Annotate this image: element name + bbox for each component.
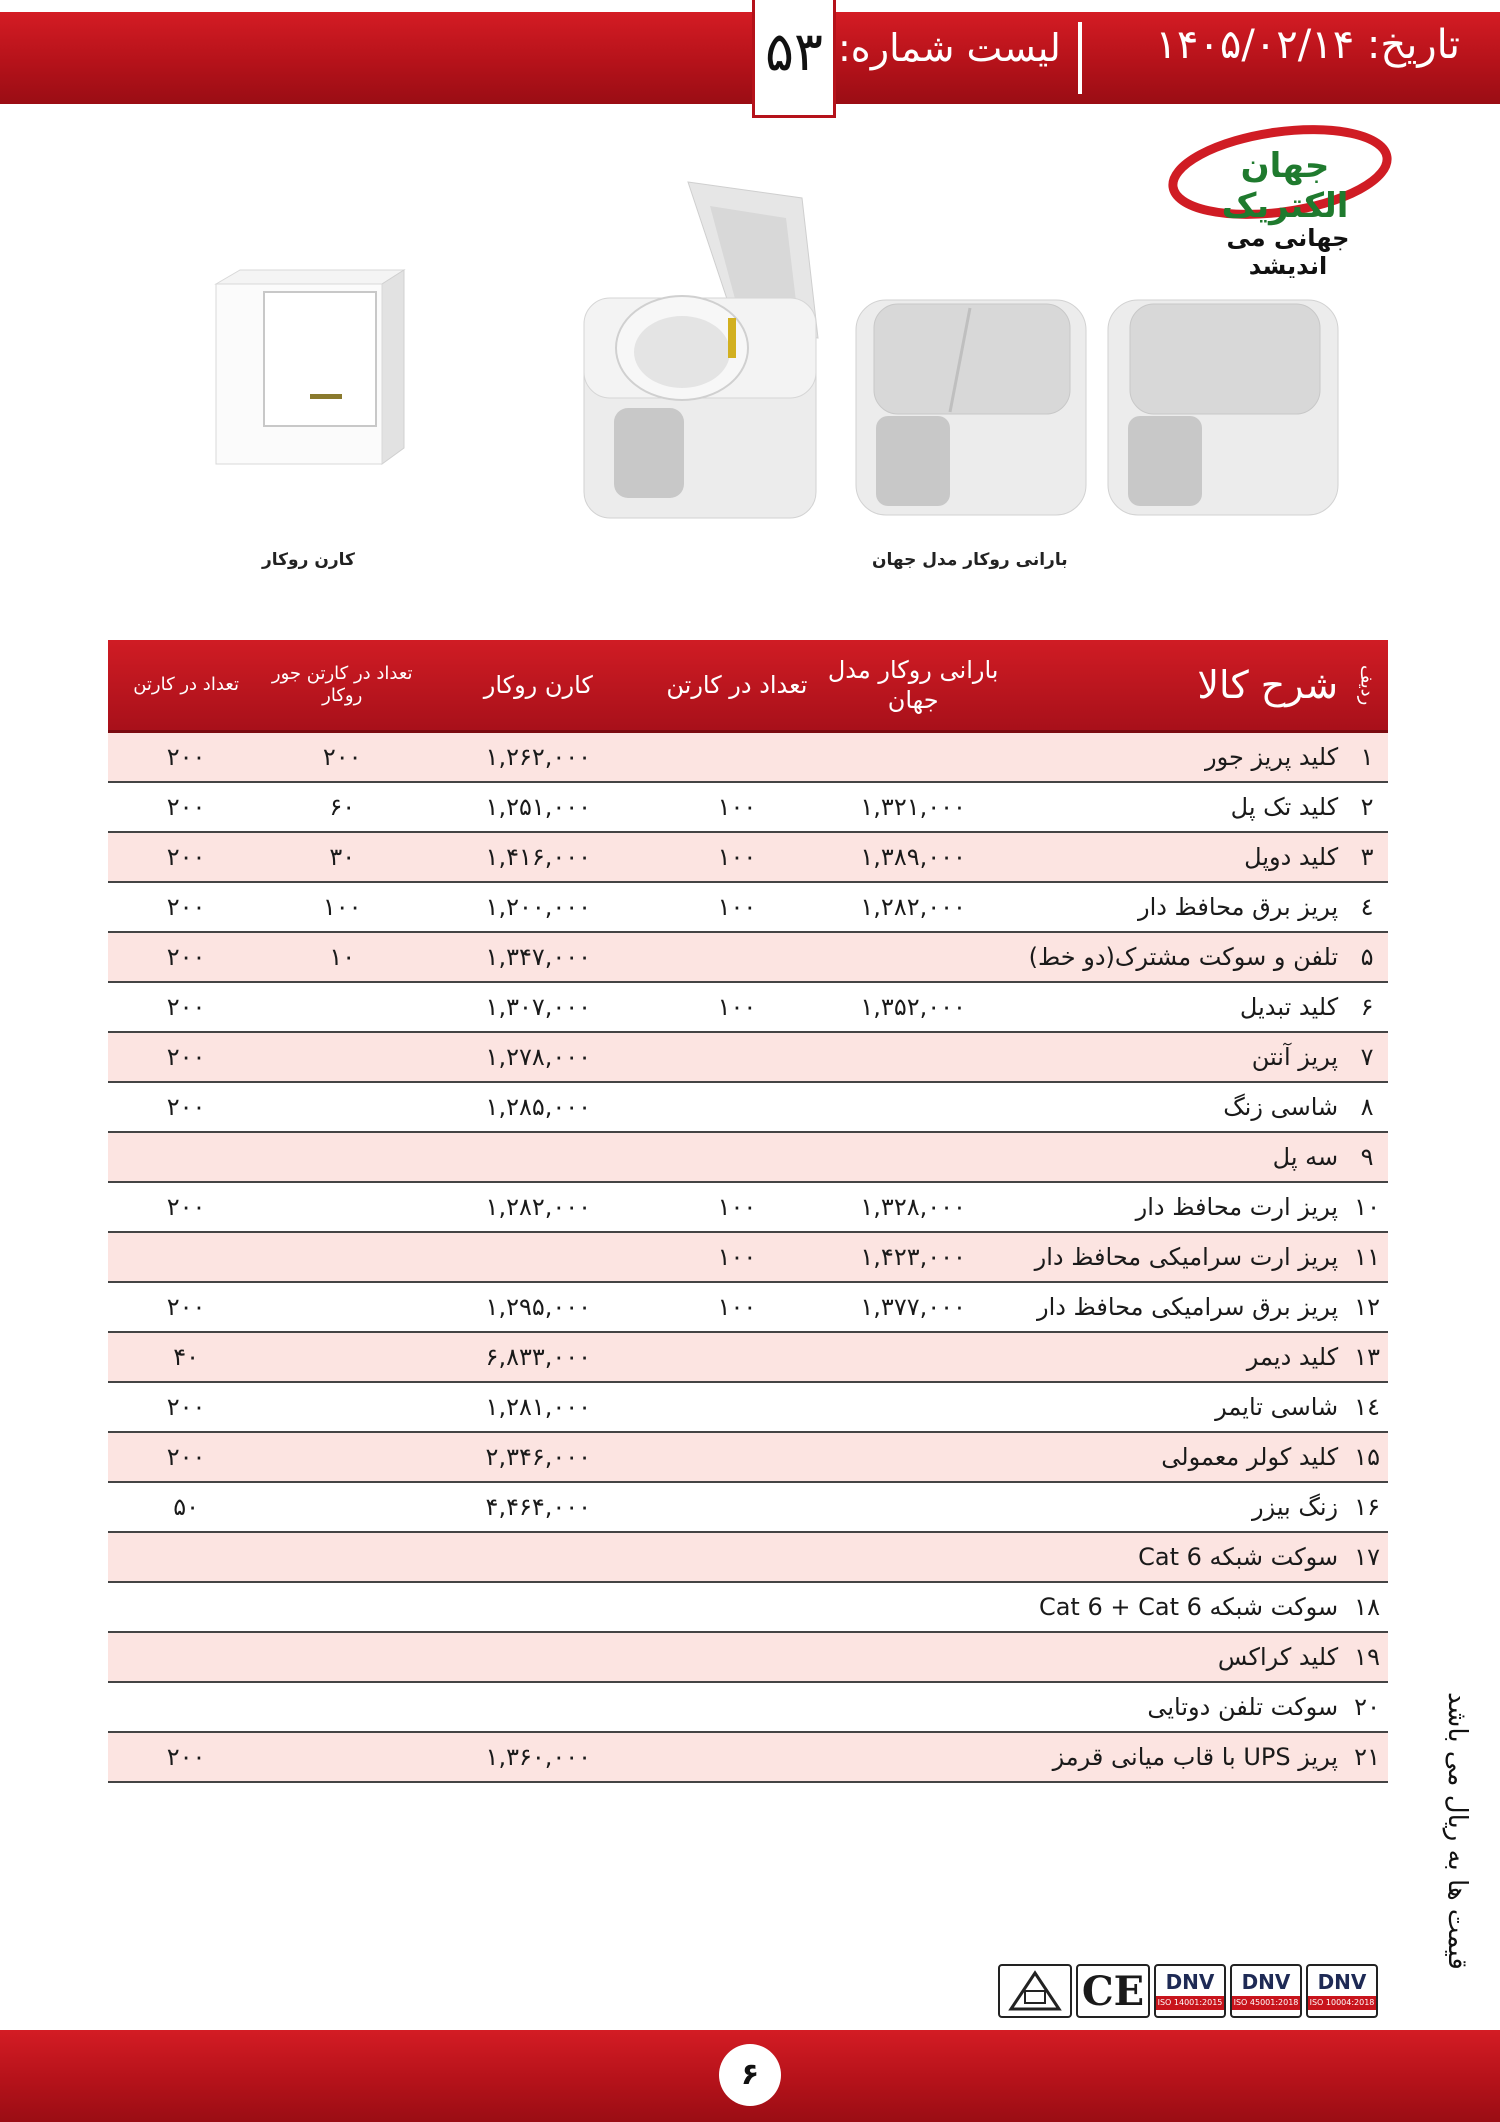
cell-baranee-price: ۱,۳۲۱,۰۰۰	[818, 782, 1009, 832]
dnv-logo: DNV	[1317, 1970, 1367, 1994]
table-row	[108, 1082, 1388, 1132]
header-row-number: ردیف	[1346, 640, 1388, 732]
ce-mark-icon: CE	[1076, 1964, 1150, 2018]
cell-carton-qty	[108, 1532, 264, 1582]
cell-jour-qty: ۶۰	[264, 782, 420, 832]
cell-baranee-qty	[656, 1132, 817, 1182]
dnv-iso-10004-badge	[1306, 1964, 1378, 2018]
cell-carton-qty: ۲۰۰	[108, 1282, 264, 1332]
cell-jour-qty: ۱۰۰	[264, 882, 420, 932]
table-body	[108, 732, 1388, 1783]
cell-row-number: ۸	[1346, 1082, 1388, 1132]
cell-description: سوکت شبکه Cat 6	[1009, 1532, 1346, 1582]
cell-baranee-price: ۱,۳۷۷,۰۰۰	[818, 1282, 1009, 1332]
cell-karen-price: ۱,۲۰۰,۰۰۰	[420, 882, 656, 932]
cell-description: زنگ بیزر	[1009, 1482, 1346, 1532]
cell-description: پریز ارت سرامیکی محافظ دار	[1009, 1232, 1346, 1282]
cell-baranee-qty	[656, 1432, 817, 1482]
table-row	[108, 782, 1388, 832]
cell-jour-qty	[264, 1082, 420, 1132]
cell-description: کلید کراکس	[1009, 1632, 1346, 1682]
table-row	[108, 932, 1388, 982]
cell-baranee-qty	[656, 1482, 817, 1532]
cell-carton-qty: ۲۰۰	[108, 932, 264, 982]
cell-jour-qty	[264, 1182, 420, 1232]
cell-carton-qty: ۲۰۰	[108, 1382, 264, 1432]
cell-karen-price: ۶,۸۳۳,۰۰۰	[420, 1332, 656, 1382]
cell-carton-qty	[108, 1132, 264, 1182]
table-row	[108, 1682, 1388, 1732]
table-row	[108, 982, 1388, 1032]
cell-row-number: ۱۰	[1346, 1182, 1388, 1232]
table-row	[108, 732, 1388, 783]
cell-karen-price: ۱,۲۹۵,۰۰۰	[420, 1282, 656, 1332]
baranee-socket-image	[578, 178, 830, 522]
table-row	[108, 1132, 1388, 1182]
cell-baranee-qty	[656, 1382, 817, 1432]
brand-name: جهان الکتریک	[1221, 146, 1349, 226]
cell-karen-price: ۱,۲۸۲,۰۰۰	[420, 1182, 656, 1232]
cell-carton-qty: ۲۰۰	[108, 882, 264, 932]
cell-description: شاسی تایمر	[1009, 1382, 1346, 1432]
cell-jour-qty	[264, 1032, 420, 1082]
brand-slogan: جهانی می اندیشد	[1226, 224, 1350, 280]
cell-karen-price: ۲,۳۴۶,۰۰۰	[420, 1432, 656, 1482]
cell-baranee-qty: ۱۰۰	[656, 1182, 817, 1232]
cell-row-number: ۱۱	[1346, 1232, 1388, 1282]
iso-label: ISO 45001:2018	[1232, 1996, 1300, 2010]
cell-baranee-qty	[656, 1332, 817, 1382]
brand-logo	[1168, 120, 1394, 280]
cell-description: پریز برق محافظ دار	[1009, 882, 1346, 932]
cell-description: پریز آنتن	[1009, 1032, 1346, 1082]
cell-row-number: ۲	[1346, 782, 1388, 832]
cell-description: پریز برق سرامیکی محافظ دار	[1009, 1282, 1346, 1332]
header-karen: کارن روکار	[420, 640, 656, 732]
table-row	[108, 1232, 1388, 1282]
cell-karen-price: ۱,۳۰۷,۰۰۰	[420, 982, 656, 1032]
cell-baranee-qty	[656, 1682, 817, 1732]
cell-jour-qty	[264, 982, 420, 1032]
cell-baranee-price: ۱,۳۵۲,۰۰۰	[818, 982, 1009, 1032]
cell-jour-qty	[264, 1682, 420, 1732]
cell-carton-qty	[108, 1232, 264, 1282]
iso-label: ISO 14001:2015	[1156, 1996, 1224, 2010]
cell-baranee-price	[818, 1482, 1009, 1532]
cell-baranee-price	[818, 1082, 1009, 1132]
cell-carton-qty: ۲۰۰	[108, 982, 264, 1032]
cell-baranee-qty	[656, 732, 817, 783]
cell-description: کلید پریز جور	[1009, 732, 1346, 783]
cell-jour-qty: ۱۰	[264, 932, 420, 982]
cell-carton-qty	[108, 1682, 264, 1732]
cell-description: پریز UPS با قاب میانی قرمز	[1009, 1732, 1346, 1782]
cell-baranee-qty	[656, 1632, 817, 1682]
caption-baranee: بارانی روکار مدل جهان	[872, 550, 1068, 570]
cell-jour-qty	[264, 1582, 420, 1632]
header-divider	[1078, 22, 1082, 94]
cell-description: کلید دیمر	[1009, 1332, 1346, 1382]
cell-baranee-qty: ۱۰۰	[656, 832, 817, 882]
cell-jour-qty	[264, 1432, 420, 1482]
cell-baranee-price	[818, 1682, 1009, 1732]
table-row	[108, 1432, 1388, 1482]
cell-karen-price: ۱,۲۶۲,۰۰۰	[420, 732, 656, 783]
cell-baranee-qty: ۱۰۰	[656, 1232, 817, 1282]
cell-jour-qty	[264, 1632, 420, 1682]
table-row	[108, 1282, 1388, 1332]
table-row	[108, 832, 1388, 882]
cell-carton-qty: ۲۰۰	[108, 1732, 264, 1782]
cell-baranee-price	[818, 1132, 1009, 1182]
cell-karen-price	[420, 1532, 656, 1582]
cell-karen-price: ۱,۲۵۱,۰۰۰	[420, 782, 656, 832]
cell-baranee-price	[818, 1732, 1009, 1782]
cell-baranee-qty	[656, 1082, 817, 1132]
table-row	[108, 1032, 1388, 1082]
cell-baranee-qty	[656, 932, 817, 982]
iso-label: ISO 10004:2018	[1308, 1996, 1376, 2010]
cell-description: کلید دوپل	[1009, 832, 1346, 882]
cell-jour-qty	[264, 1132, 420, 1182]
table-row	[108, 1182, 1388, 1232]
cell-baranee-qty: ۱۰۰	[656, 882, 817, 932]
cell-karen-price: ۱,۳۴۷,۰۰۰	[420, 932, 656, 982]
cell-row-number: ۲۱	[1346, 1732, 1388, 1782]
cell-baranee-qty: ۱۰۰	[656, 1282, 817, 1332]
cell-karen-price: ۱,۲۸۱,۰۰۰	[420, 1382, 656, 1432]
cell-baranee-qty	[656, 1732, 817, 1782]
cell-karen-price: ۱,۴۱۶,۰۰۰	[420, 832, 656, 882]
iran-standard-icon	[1005, 1969, 1065, 2013]
cell-jour-qty	[264, 1482, 420, 1532]
cell-carton-qty: ۵۰	[108, 1482, 264, 1532]
cell-row-number: ۹	[1346, 1132, 1388, 1182]
header-baranee-qty: تعداد در کارتن	[656, 640, 817, 732]
cell-baranee-price	[818, 1032, 1009, 1082]
cell-carton-qty: ۲۰۰	[108, 1082, 264, 1132]
cell-description: کلید تک پل	[1009, 782, 1346, 832]
cell-jour-qty: ۲۰۰	[264, 732, 420, 783]
cell-baranee-price	[818, 1582, 1009, 1632]
date-label: تاریخ: ۱۴۰۵/۰۲/۱۴	[1155, 22, 1460, 68]
cell-jour-qty	[264, 1232, 420, 1282]
cell-karen-price	[420, 1632, 656, 1682]
cell-karen-price: ۱,۲۸۵,۰۰۰	[420, 1082, 656, 1132]
list-number: ۵۳	[764, 20, 823, 83]
cell-baranee-qty: ۱۰۰	[656, 782, 817, 832]
cell-carton-qty: ۲۰۰	[108, 782, 264, 832]
cell-description: سوکت تلفن دوتایی	[1009, 1682, 1346, 1732]
cell-row-number: ۱۵	[1346, 1432, 1388, 1482]
table-header-row	[108, 640, 1388, 732]
cell-baranee-price	[818, 932, 1009, 982]
cell-description: سوکت شبکه Cat 6 + Cat 6	[1009, 1582, 1346, 1632]
table-row	[108, 1732, 1388, 1782]
table-row	[108, 882, 1388, 932]
cell-baranee-price	[818, 732, 1009, 783]
cell-carton-qty	[108, 1582, 264, 1632]
cell-description: سه پل	[1009, 1132, 1346, 1182]
cell-carton-qty: ۲۰۰	[108, 1032, 264, 1082]
dnv-logo: DNV	[1241, 1970, 1291, 1994]
table-row	[108, 1582, 1388, 1632]
certification-badges	[998, 1964, 1378, 2022]
cell-row-number: ۱۸	[1346, 1582, 1388, 1632]
cell-karen-price	[420, 1582, 656, 1632]
dnv-iso-45001-badge	[1230, 1964, 1302, 2018]
cell-row-number: ۱۷	[1346, 1532, 1388, 1582]
cell-baranee-qty: ۱۰۰	[656, 982, 817, 1032]
cell-description: کلید تبدیل	[1009, 982, 1346, 1032]
cell-carton-qty	[108, 1632, 264, 1682]
price-table	[108, 640, 1388, 1783]
table-row	[108, 1382, 1388, 1432]
cell-karen-price: ۱,۲۷۸,۰۰۰	[420, 1032, 656, 1082]
dnv-iso-14001-badge	[1154, 1964, 1226, 2018]
cell-row-number: ۳	[1346, 832, 1388, 882]
table-row	[108, 1482, 1388, 1532]
list-number-label: لیست شماره:	[838, 26, 1061, 70]
cell-baranee-price	[818, 1332, 1009, 1382]
cell-baranee-price: ۱,۳۲۸,۰۰۰	[818, 1182, 1009, 1232]
cell-karen-price: ۴,۴۶۴,۰۰۰	[420, 1482, 656, 1532]
baranee-double-switch-image	[852, 290, 1090, 520]
cell-baranee-price	[818, 1632, 1009, 1682]
header-description: شرح کالا	[1009, 640, 1346, 732]
dnv-logo: DNV	[1165, 1970, 1215, 1994]
cell-description: پریز ارت محافظ دار	[1009, 1182, 1346, 1232]
cell-description: شاسی زنگ	[1009, 1082, 1346, 1132]
list-number-box	[752, 0, 836, 118]
cell-row-number: ۱٤	[1346, 1382, 1388, 1432]
cell-row-number: ۱۶	[1346, 1482, 1388, 1532]
header-jour-qty: تعداد در کارتن جور روکار	[264, 640, 420, 732]
table-row	[108, 1632, 1388, 1682]
cell-row-number: ۱۲	[1346, 1282, 1388, 1332]
cell-row-number: ٤	[1346, 882, 1388, 932]
cell-jour-qty	[264, 1382, 420, 1432]
cell-baranee-price: ۱,۳۸۹,۰۰۰	[818, 832, 1009, 882]
standard-mark-icon	[998, 1964, 1072, 2018]
cell-description: تلفن و سوکت مشترک(دو خط)	[1009, 932, 1346, 982]
cell-karen-price	[420, 1682, 656, 1732]
cell-baranee-price	[818, 1382, 1009, 1432]
cell-jour-qty	[264, 1532, 420, 1582]
cell-carton-qty: ۲۰۰	[108, 1432, 264, 1482]
cell-carton-qty: ۲۰۰	[108, 832, 264, 882]
cell-description: کلید کولر معمولی	[1009, 1432, 1346, 1482]
cell-baranee-price	[818, 1432, 1009, 1482]
karen-switch-image	[206, 262, 412, 476]
cell-row-number: ۱۹	[1346, 1632, 1388, 1682]
cell-karen-price	[420, 1132, 656, 1182]
cell-jour-qty	[264, 1732, 420, 1782]
baranee-single-switch-image	[1104, 290, 1342, 520]
cell-carton-qty: ۲۰۰	[108, 1182, 264, 1232]
cell-baranee-qty	[656, 1582, 817, 1632]
cell-carton-qty: ۲۰۰	[108, 732, 264, 783]
cell-baranee-price	[818, 1532, 1009, 1582]
cell-jour-qty	[264, 1332, 420, 1382]
cell-row-number: ۱	[1346, 732, 1388, 783]
cell-karen-price: ۱,۳۶۰,۰۰۰	[420, 1732, 656, 1782]
cell-jour-qty: ۳۰	[264, 832, 420, 882]
header-baranee: بارانی روکار مدل جهان	[818, 640, 1009, 732]
cell-row-number: ۷	[1346, 1032, 1388, 1082]
table-row	[108, 1532, 1388, 1582]
cell-baranee-qty	[656, 1532, 817, 1582]
cell-row-number: ۱۳	[1346, 1332, 1388, 1382]
table-row	[108, 1332, 1388, 1382]
cell-baranee-price: ۱,۴۲۳,۰۰۰	[818, 1232, 1009, 1282]
page-number: ۶	[719, 2044, 781, 2106]
cell-karen-price	[420, 1232, 656, 1282]
cell-jour-qty	[264, 1282, 420, 1332]
cell-row-number: ۶	[1346, 982, 1388, 1032]
caption-karen: کارن روکار	[262, 550, 355, 570]
cell-row-number: ۵	[1346, 932, 1388, 982]
cell-row-number: ۲۰	[1346, 1682, 1388, 1732]
cell-baranee-price: ۱,۲۸۲,۰۰۰	[818, 882, 1009, 932]
header-carton-qty: تعداد در کارتن	[108, 640, 264, 732]
cell-carton-qty: ۴۰	[108, 1332, 264, 1382]
cell-baranee-qty	[656, 1032, 817, 1082]
currency-note: قیمت ها به ریال می باشد	[1442, 1692, 1472, 1970]
